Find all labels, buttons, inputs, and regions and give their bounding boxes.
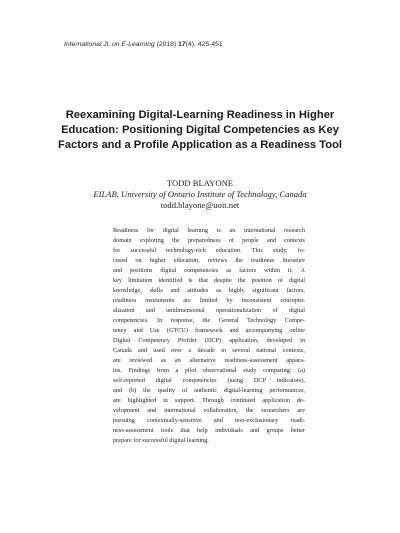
abstract-line: knowledge, skills and attitudes as highly significant factors, bbox=[113, 287, 305, 294]
abstract-line: prepare for successful digital learning. bbox=[113, 437, 209, 444]
running-head bbox=[64, 41, 223, 48]
abstract-line: tus. Findings from a pilot observational study comparing: (a) bbox=[113, 367, 305, 374]
author-block bbox=[0, 178, 400, 211]
abstract-line: readiness instruments are limited by inconsistent conceptu- bbox=[113, 297, 305, 304]
abstract-line: Canada and used over a decade in several national contexts, bbox=[113, 347, 305, 354]
abstract-line: pursuing contextually-sensitive and non-exclusionary readi- bbox=[113, 417, 305, 424]
publication-year: (2018) bbox=[154, 41, 179, 48]
author-affiliation: EILAB, University of Ontario Institute of Technology, Canada bbox=[93, 189, 307, 199]
paper-title bbox=[40, 108, 360, 153]
volume-number: 17 bbox=[178, 41, 186, 48]
abstract-line: for successful technology-rich education. This study, fo- bbox=[113, 247, 305, 254]
abstract-line: are reviewed as an alternative readiness-assessment appara- bbox=[113, 357, 305, 364]
abstract-line: tency and Use (GTCU) framework and accompanying online bbox=[113, 327, 305, 334]
abstract-line: Readiness for digital learning is an international research bbox=[113, 227, 305, 234]
title-line: Education: Positioning Digital Competencies as Key bbox=[61, 124, 339, 136]
title-line: Factors and a Profile Application as a Readiness Tool bbox=[57, 139, 343, 151]
abstract-line: Digital Competency Profiler (DCP) application, developed in bbox=[113, 337, 305, 344]
abstract-line: and (b) the quality of authentic digital-learning performances, bbox=[113, 387, 305, 394]
abstract-line: and positions digital competencies as factors within it. A bbox=[113, 267, 305, 274]
abstract bbox=[113, 226, 305, 446]
author-name: TODD BLAYONE bbox=[166, 178, 234, 188]
abstract-line: velopment and international collaboration, the researchers are bbox=[113, 407, 305, 414]
title-line: Reexamining Digital-Learning Readiness in Higher bbox=[65, 109, 335, 121]
author-email: todd.blayone@uoit.net bbox=[160, 200, 240, 210]
abstract-line: ness-assessment tools that help individuals and groups better bbox=[113, 427, 305, 434]
abstract-line: alization and unidimensional operationalization of digital bbox=[113, 307, 305, 314]
abstract-line: are highlighted in support. Through continued application de- bbox=[113, 397, 305, 404]
abstract-line: competencies. In response, the General Technology Compe- bbox=[113, 317, 305, 324]
abstract-line: key limitation identified is that despite the position of digital bbox=[113, 277, 305, 284]
abstract-line: domain exploring the preparedness of people and contexts bbox=[113, 237, 305, 244]
abstract-line: self-reported digital competencies (using DCP indicators), bbox=[113, 377, 305, 384]
journal-name: International Jl. on E-Learning bbox=[64, 41, 155, 48]
abstract-line: cused on higher education, reviews the readiness literature bbox=[113, 257, 305, 264]
issue-pages: (4), 425-451 bbox=[185, 41, 223, 48]
